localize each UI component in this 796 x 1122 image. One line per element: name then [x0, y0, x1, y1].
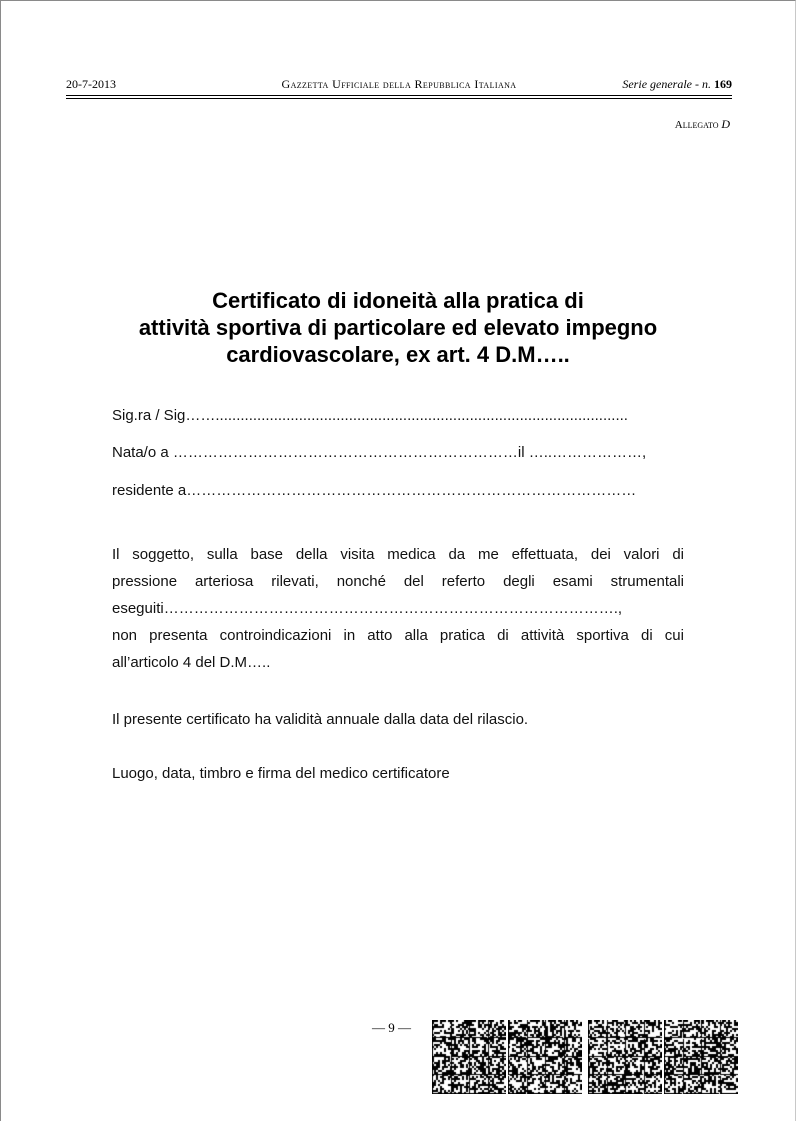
title-line-2: attività sportiva di particolare ed elevato impegno [138, 315, 658, 340]
annex-label [675, 117, 730, 132]
header-date: 20-7-2013 [66, 77, 116, 91]
title-line-1: Certificato di idoneità alla pratica di [212, 288, 584, 313]
field-birth: Nata/o a ……………………………………………………………il …..………………, [112, 444, 647, 461]
header-issue-number: 169 [714, 77, 732, 91]
header-gazette-title: Gazzetta Ufficiale della Repubblica Italiana [281, 77, 517, 91]
paragraph-line-4: non presenta controindicazioni in atto alla pratica di attività sportiva di cui [112, 627, 684, 644]
header-serie-label: Serie generale - n. [622, 77, 711, 91]
validity-statement: Il presente certificato ha validità annuale dalla data del rilascio. [112, 711, 529, 728]
paragraph-line-2: pressione arteriosa rilevati, nonché del referto degli esami strumentali [112, 573, 684, 590]
paragraph-line-5: all’articolo 4 del D.M….. [112, 654, 271, 671]
assessment-paragraph [112, 541, 684, 676]
datamatrix-code-3 [588, 1020, 662, 1094]
annex-word: Allegato [674, 119, 719, 131]
page-number: — 9 — [372, 1020, 411, 1035]
datamatrix-code-4 [664, 1020, 738, 1094]
datamatrix-code-1 [432, 1020, 506, 1094]
header-rule-bottom [66, 98, 732, 99]
paragraph-line-3: eseguiti………………………………………………………………………………., [112, 600, 623, 617]
certificate-title [100, 287, 696, 368]
header-rule-top [66, 95, 732, 96]
title-line-3: cardiovascolare, ex art. 4 D.M….. [226, 342, 570, 367]
field-residence: residente a……………………………………………………………………………… [112, 482, 637, 499]
signature-line: Luogo, data, timbro e firma del medico certificatore [112, 765, 450, 782]
gazette-header [66, 77, 732, 95]
datamatrix-code-2 [508, 1020, 582, 1094]
header-serie [622, 77, 732, 92]
annex-letter: D [721, 117, 730, 131]
field-sig: Sig.ra / Sig……................................................................................................... [112, 407, 628, 424]
paragraph-line-1: Il soggetto, sulla base della visita medica da me effettuata, dei valori di [112, 546, 684, 563]
